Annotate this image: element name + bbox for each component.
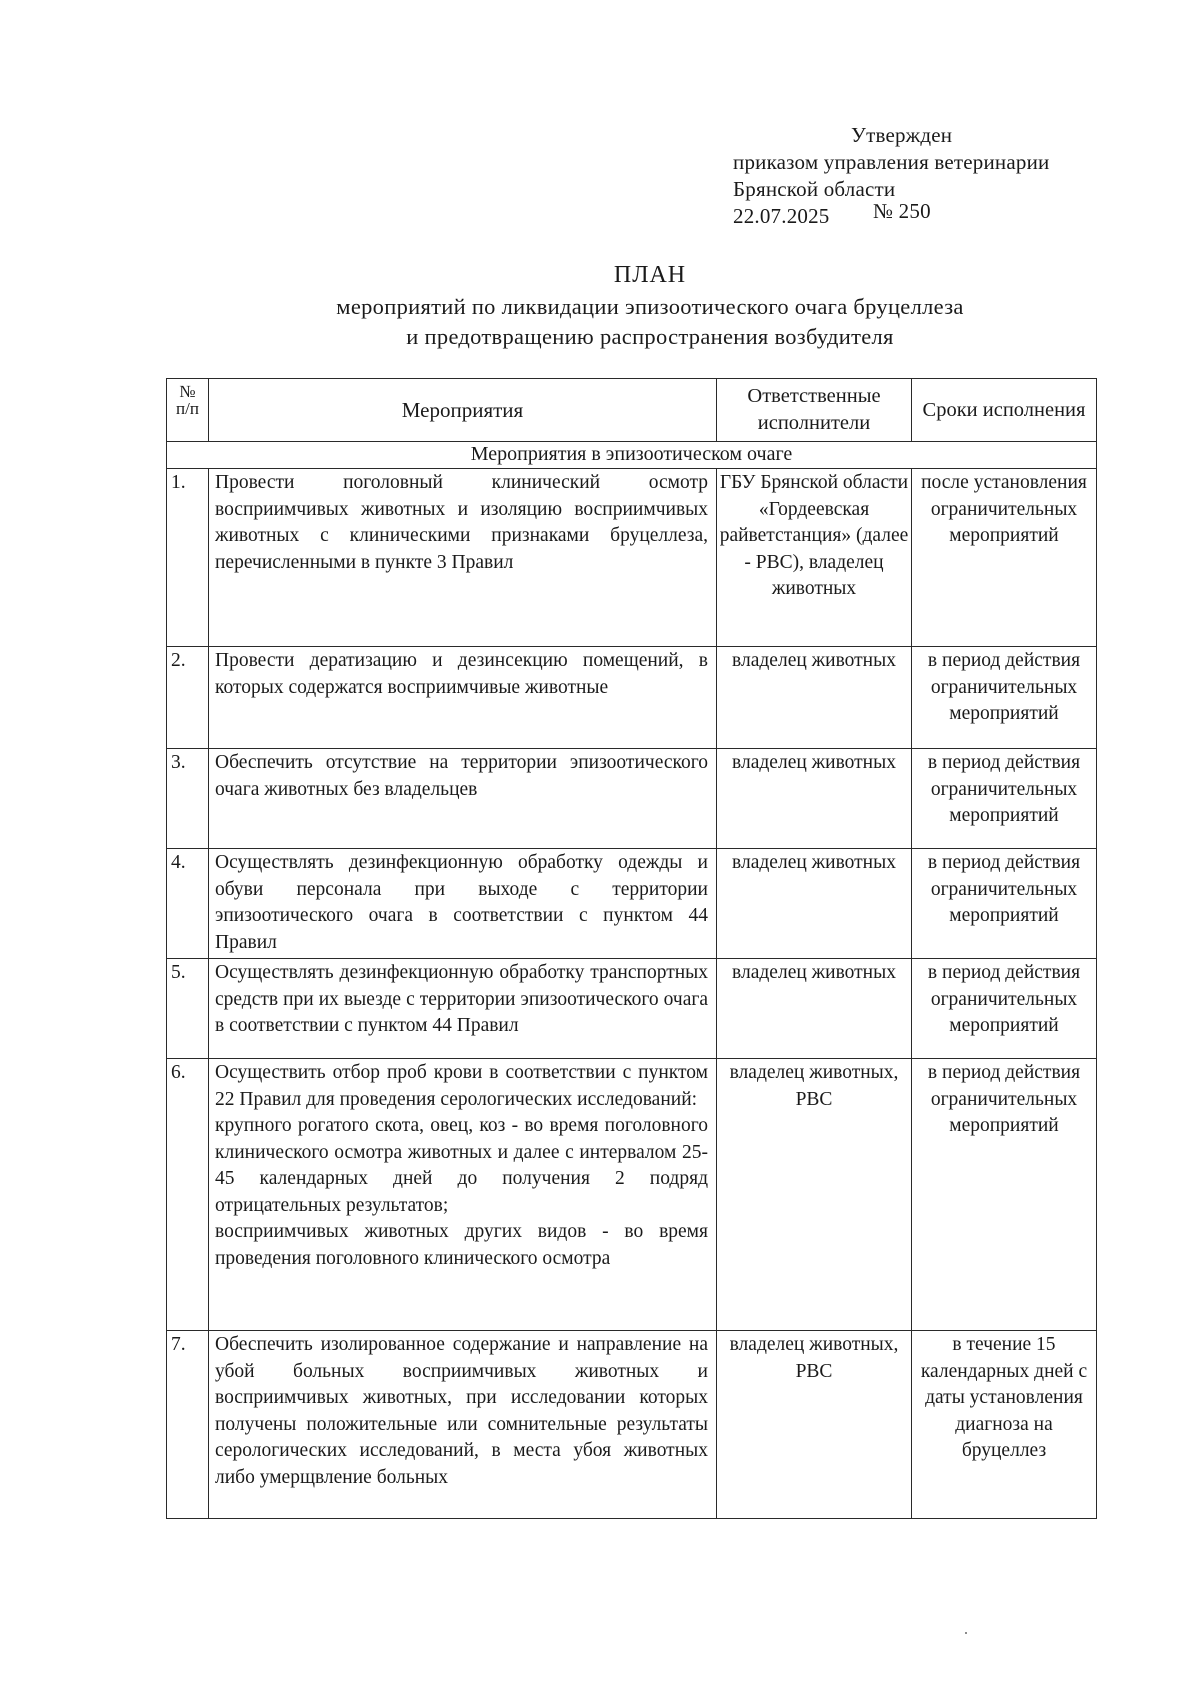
row-responsible: владелец животных, РВС [717, 1331, 912, 1519]
approval-number: № 250 [873, 199, 931, 223]
row-activity: Провести поголовный клинический осмотр восприимчивых животных и изоляцию восприимчивых животных с клиническими признаками бруцеллеза, перечисленными в пункте 3 Правил [209, 469, 717, 647]
table-header-row [167, 379, 1097, 442]
row-term: в период действия ограничительных мероприятий [912, 1059, 1097, 1331]
row-number: 2. [167, 647, 209, 749]
row-term: в период действия ограничительных мероприятий [912, 647, 1097, 749]
row-activity: Осуществлять дезинфекционную обработку одежды и обуви персонала при выходе с территории эпизоотического очага в соответствии с пунктом 44 Правил [209, 849, 717, 959]
approval-date: 22.07.2025 [733, 204, 830, 228]
row-term: в период действия ограничительных мероприятий [912, 849, 1097, 959]
row-responsible: владелец животных [717, 647, 912, 749]
table-row [167, 959, 1097, 1059]
row-term: в период действия ограничительных мероприятий [912, 749, 1097, 849]
table-row [167, 647, 1097, 749]
activity-paragraph: крупного рогатого скота, овец, коз - во время поголовного клинического осмотра животных и далее с интервалом 25- 45 календарных дней до получения 2 подряд отрицательных результатов; [215, 1115, 708, 1216]
row-number: 3. [167, 749, 209, 849]
activity-paragraph: Осуществить отбор проб крови в соответствии с пунктом 22 Правил для проведения серологических исследований: [215, 1062, 708, 1110]
row-term: в течение 15 календарных дней с даты установления диагноза на бруцеллез [912, 1331, 1097, 1519]
table-row [167, 849, 1097, 959]
plan-subtitle [0, 292, 1200, 352]
approval-block [733, 122, 1153, 230]
row-activity: Обеспечить отсутствие на территории эпизоотического очага животных без владельцев [209, 749, 717, 849]
header-number [167, 379, 209, 442]
section-row [167, 442, 1097, 469]
row-term: после установления ограничительных мероприятий [912, 469, 1097, 647]
table-row [167, 469, 1097, 647]
header-terms: Сроки исполнения [912, 379, 1097, 442]
plan-subtitle-line-2: и предотвращению распространения возбудителя [406, 324, 894, 349]
row-responsible: владелец животных [717, 959, 912, 1059]
header-activities: Мероприятия [209, 379, 717, 442]
header-number-line-1: № [179, 382, 196, 401]
table-row [167, 1331, 1097, 1519]
row-number: 4. [167, 849, 209, 959]
row-activity [209, 1059, 717, 1331]
header-number-line-2: п/п [176, 399, 199, 418]
row-responsible: владелец животных, РВС [717, 1059, 912, 1331]
row-number: 7. [167, 1331, 209, 1519]
scan-speck [965, 1632, 967, 1634]
row-responsible: владелец животных [717, 749, 912, 849]
header-responsible: Ответственные исполнители [717, 379, 912, 442]
row-activity: Осуществлять дезинфекционную обработку транспортных средств при их выезде с территории эпизоотического очага в соответствии с пунктом 44 Правил [209, 959, 717, 1059]
activity-paragraph: восприимчивых животных других видов - во время проведения поголовного клинического осмотра [215, 1221, 708, 1269]
approval-region-line: Брянской области [733, 177, 896, 201]
row-responsible: владелец животных [717, 849, 912, 959]
approval-order-line: приказом управления ветеринарии [733, 150, 1050, 174]
section-title: Мероприятия в эпизоотическом очаге [167, 442, 1097, 469]
row-number: 5. [167, 959, 209, 1059]
plan-table [166, 378, 1097, 1519]
row-number: 1. [167, 469, 209, 647]
approval-title: Утвержден [851, 123, 953, 147]
plan-subtitle-line-1: мероприятий по ликвидации эпизоотического очага бруцеллеза [336, 294, 964, 319]
table-row [167, 749, 1097, 849]
row-activity: Обеспечить изолированное содержание и направление на убой больных восприимчивых животных и восприимчивых животных, при исследовании которых получены положительные или сомнительные результаты серологических исследований, в места убоя животных либо умерщвление больных [209, 1331, 717, 1519]
row-number: 6. [167, 1059, 209, 1331]
table-row [167, 1059, 1097, 1331]
plan-title: ПЛАН [613, 262, 687, 288]
row-responsible: ГБУ Брянской области «Гордеевская райветстанция» (далее - РВС), владелец животных [717, 469, 912, 647]
row-term: в период действия ограничительных мероприятий [912, 959, 1097, 1059]
row-activity: Провести дератизацию и дезинсекцию помещений, в которых содержатся восприимчивые животные [209, 647, 717, 749]
